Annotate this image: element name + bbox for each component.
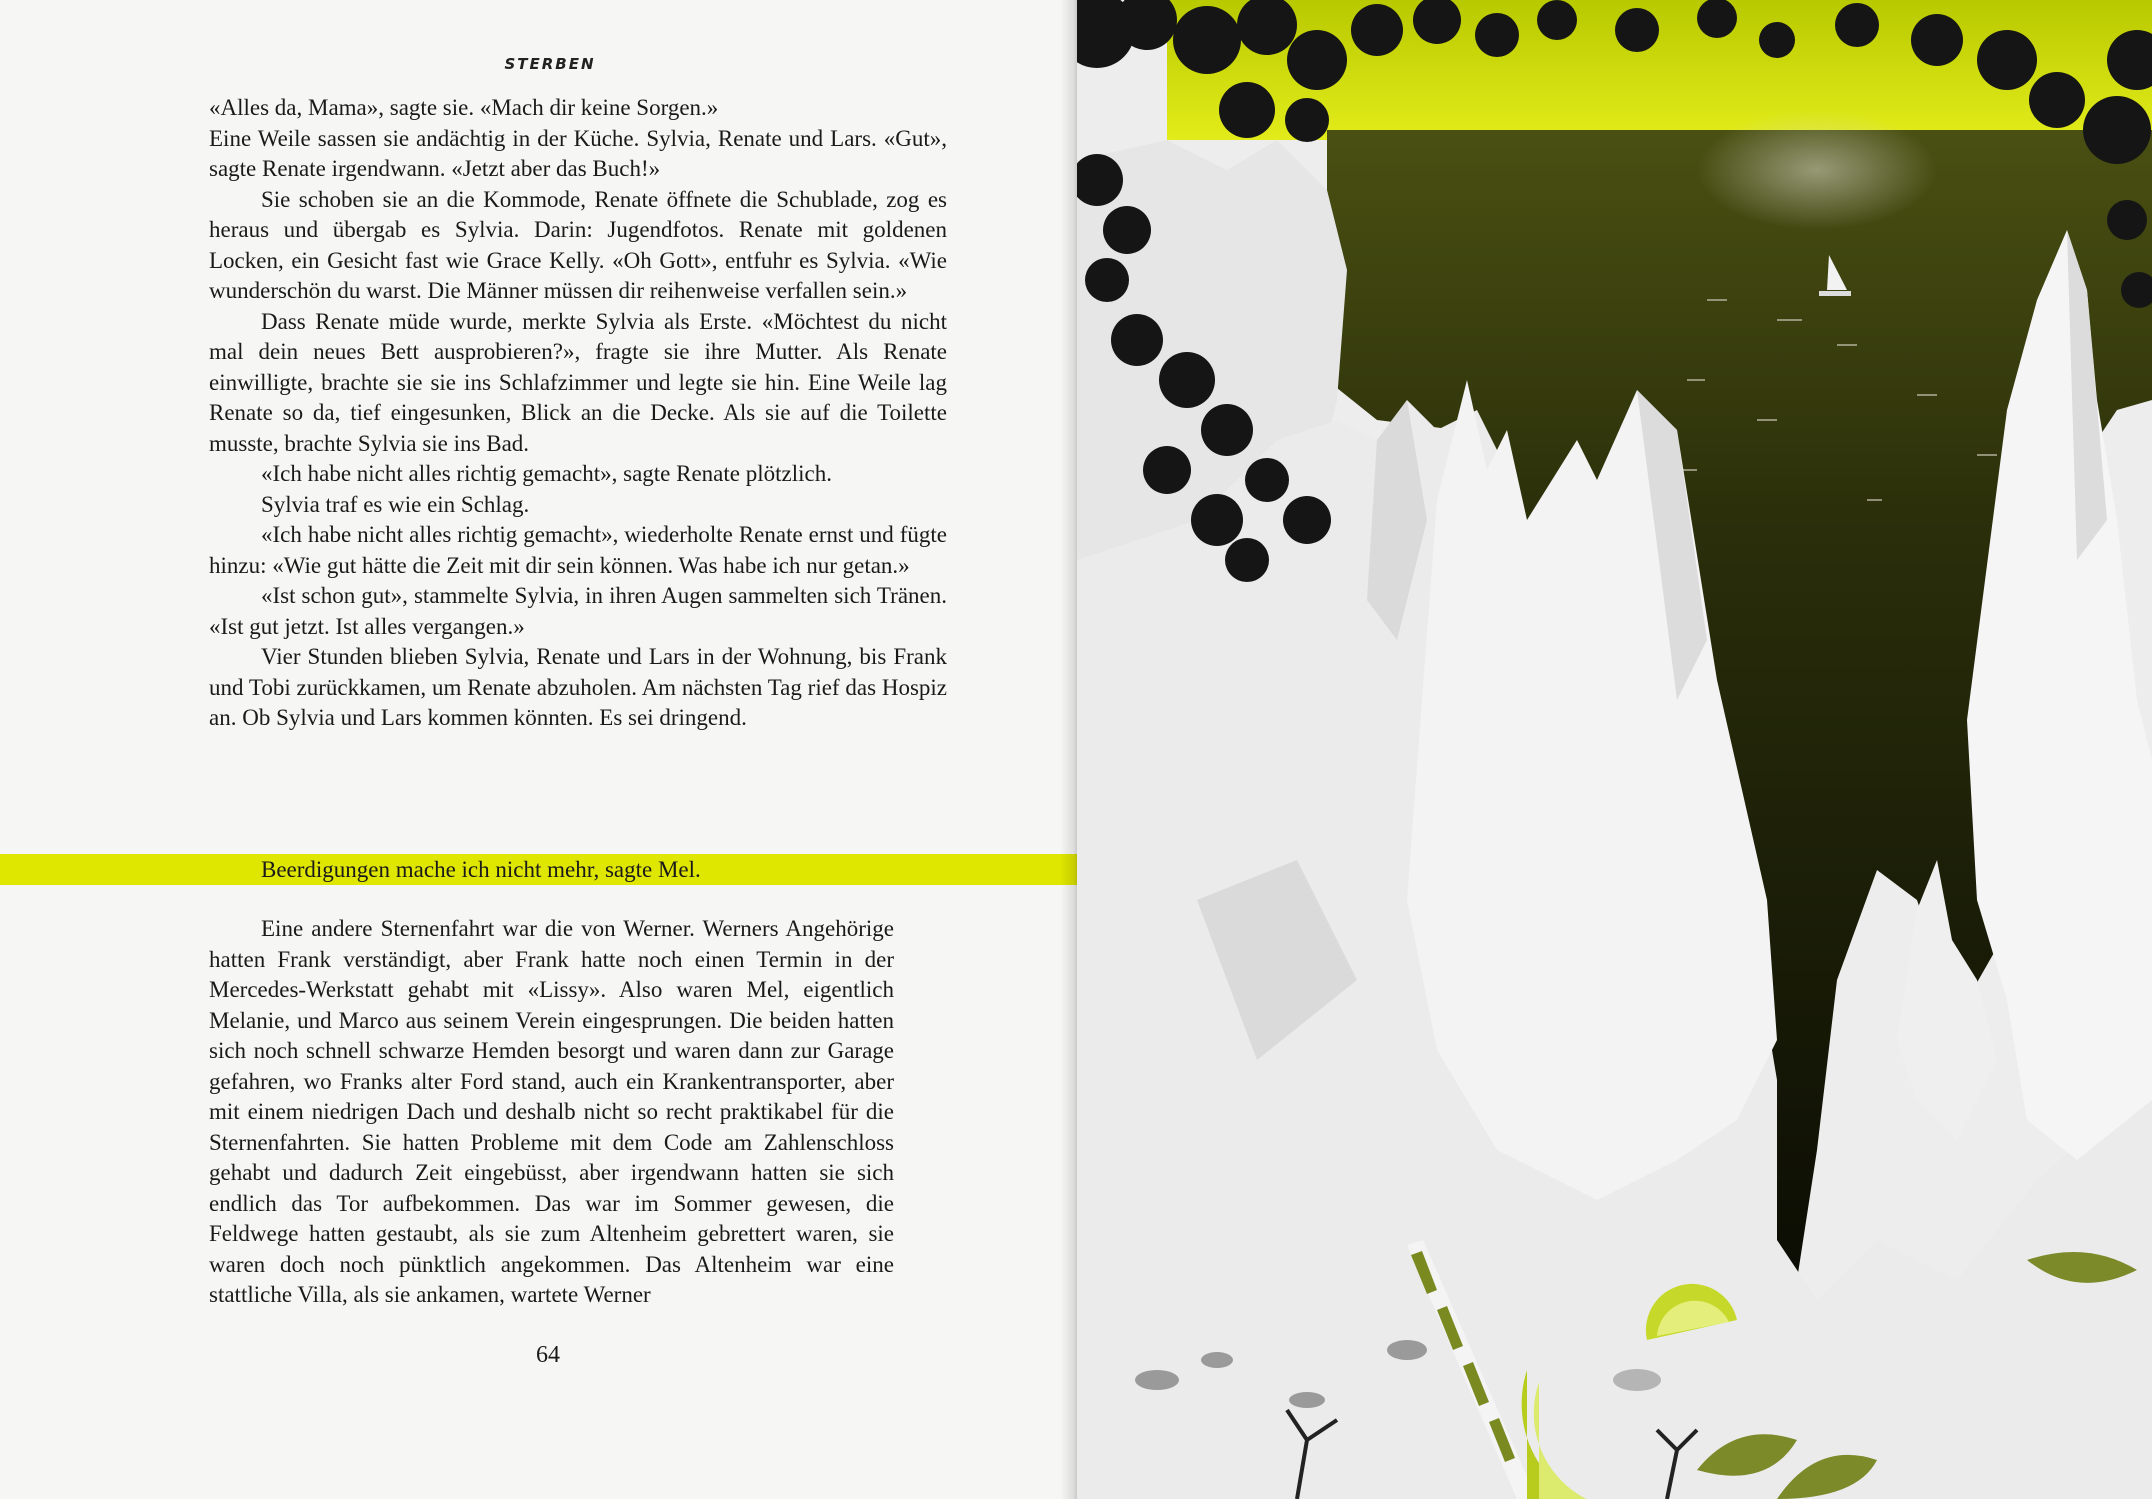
paragraph: Vier Stunden blieben Sylvia, Renate und Lars in der Wohnung, bis Frank und Tobi zurückkamen, um Renate abzuholen. Am nächsten Tag rief das Hospiz an. Ob Sylvia und Lars kommen könnten. Es sei dringend. (209, 644, 947, 730)
moon-reflection (1697, 110, 1937, 230)
paragraph: Eine Weile sassen sie andächtig in der Küche. Sylvia, Renate und Lars. «Gut», sagte Renate irgendwann. «Jetzt aber das Buch!» (209, 125, 947, 181)
text-block-top (209, 93, 947, 734)
paragraph: «Ist schon gut», stammelte Sylvia, in ihren Augen sammelten sich Tränen. «Ist gut jetzt. Ist alles vergangen.» (209, 583, 947, 639)
paragraph: «Ich habe nicht alles richtig gemacht», sagte Renate plötzlich. (261, 461, 832, 486)
paragraph: Dass Renate müde wurde, merkte Sylvia als Erste. «Möchtest du nicht mal dein neues Bett ausprobieren?», fragte sie ihre Mutter. Als Renate einwilligte, brachte sie sie ins Schlafzimmer und legte sie hin. Eine Weile lag Renate so da, tief eingesunken, Blick an die Decke. Als sie auf die Toilette musste, brachte Sylvia sie ins Bad. (209, 308, 947, 456)
page-number: 64 (536, 1342, 560, 1368)
running-head: STERBEN (504, 55, 596, 73)
paragraph: Sylvia traf es wie ein Schlag. (261, 491, 530, 517)
highlighted-quote: Beerdigungen mache ich nicht mehr, sagte Mel. (261, 857, 701, 882)
paragraph: Sie schoben sie an die Kommode, Renate öffnete die Schublade, zog es heraus und übergab es Sylvia. Darin: Jugendfotos. Renate mit goldenen Locken, ein Gesicht fast wie Grace Kelly. «Oh Gott», entfuhr es Sylvia. «Wie wunderschön du warst. Die Männer müssen dir reihenweise verfallen sein.» (209, 186, 947, 303)
paragraph: «Ich habe nicht alles richtig gemacht», wiederholte Renate ernst und fügte hinzu: «Wie gut hätte die Zeit mit dir sein können. Was habe ich nur getan.» (209, 522, 947, 578)
paragraph: «Alles da, Mama», sagte sie. «Mach dir keine Sorgen.» (209, 95, 719, 120)
illustration (1077, 0, 2152, 1499)
gutter-shadow (1060, 0, 1077, 1499)
text-block-bottom (209, 914, 894, 1311)
paragraph: Eine andere Sternenfahrt war die von Werner. Werners Angehörige hatten Frank verständigt, aber Frank hatte noch einen Termin in der Mercedes-Werkstatt gehabt mit «Lissy». Also waren Mel, eigentlich Melanie, und Marco aus seinem Verein eingesprungen. Die beiden hatten sich noch schnell schwarze Hemden besorgt und waren dann zur Garage gefahren, wo Franks alter Ford stand, auch ein Krankentransporter, aber mit einem niedrigen Dach und deshalb nicht so recht praktikabel für die Sternenfahrten. Sie hatten Probleme mit dem Code am Zahlenschloss gehabt und dadurch Zeit eingebüsst, aber irgendwann hatten sie sich endlich das Tor aufbekommen. Das war im Sommer gewesen, die Feldwege hatten gestaubt, als sie zum Altenheim gebrettert waren, sie waren doch noch pünktlich angekommen. Das Altenheim war eine stattliche Villa, als sie ankamen, wartete Werner (209, 916, 894, 1307)
